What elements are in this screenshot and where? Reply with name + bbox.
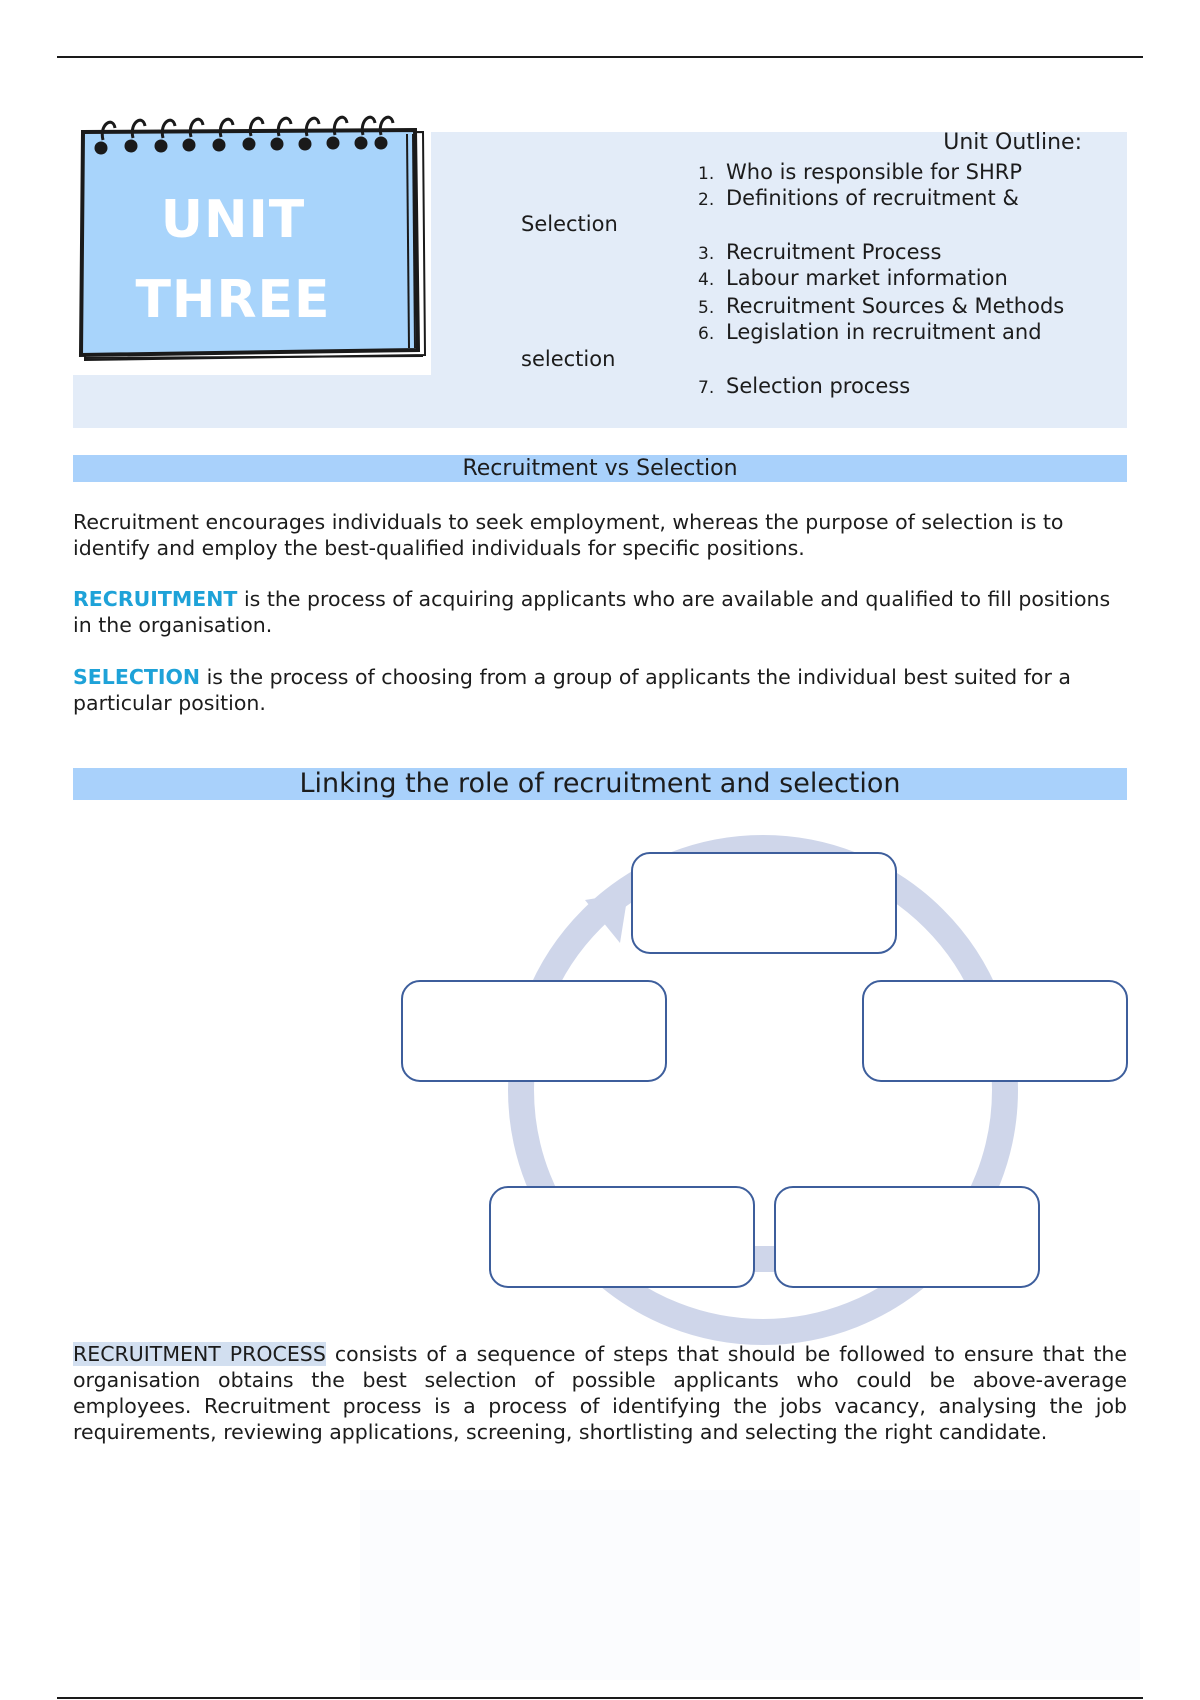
outline-continuation: selection — [521, 347, 616, 371]
selection-term: SELECTION — [73, 665, 201, 689]
recruitment-term: RECRUITMENT — [73, 587, 238, 611]
cycle-step-box — [775, 1187, 1039, 1287]
selection-definition: SELECTION is the process of choosing from a group of applicants the individual best suited for a particular position. — [73, 665, 1071, 715]
recruitment-definition: RECRUITMENT is the process of acquiring applicants who are available and qualified to fill positions in the organisation. — [73, 587, 1111, 637]
recruitment-process-term: RECRUITMENT PROCESS — [73, 1342, 326, 1366]
unit-number: THREE — [135, 270, 331, 330]
section-heading: Recruitment vs Selection — [73, 455, 1127, 482]
outline-item: 4. Labour market information — [698, 266, 1008, 290]
intro-paragraph: Recruitment encourages individuals to seek employment, whereas the purpose of selection is to identify and employ the best-qualified individuals for specific positions. — [73, 510, 1064, 560]
outline-continuation: Selection — [521, 212, 618, 236]
cycle-step-box — [863, 981, 1127, 1081]
recruitment-process-paragraph: RECRUITMENT PROCESS consists of a sequence of steps that should be followed to ensure that the organisation obtains the best selection of possible applicants who could be above-average employees. Recruitment process is a process of identifying the jobs vacancy, analysing the job requirements, reviewing applications, screening, shortlisting and selecting the right candidate. — [73, 1342, 1127, 1444]
outline-title: Unit Outline: — [943, 130, 1082, 155]
outline-item: 6. Legislation in recruitment and — [698, 320, 1042, 344]
cycle-step-box — [402, 981, 666, 1081]
bottom-rule — [57, 1697, 1143, 1699]
cycle-step-box — [632, 853, 896, 953]
outline-item: 5. Recruitment Sources & Methods — [698, 294, 1065, 318]
blank-area — [360, 1490, 1140, 1680]
unit-label: UNIT — [160, 190, 306, 250]
cycle-step-box — [490, 1187, 754, 1287]
outline-item: 2. Definitions of recruitment & — [698, 186, 1019, 210]
outline-item: 3. Recruitment Process — [698, 240, 942, 264]
outline-item: 7. Selection process — [698, 374, 911, 398]
cycle-connector — [752, 1246, 776, 1272]
outline-item: 1. Who is responsible for SHRP — [698, 160, 1023, 184]
section-heading: Linking the role of recruitment and selection — [73, 768, 1127, 800]
